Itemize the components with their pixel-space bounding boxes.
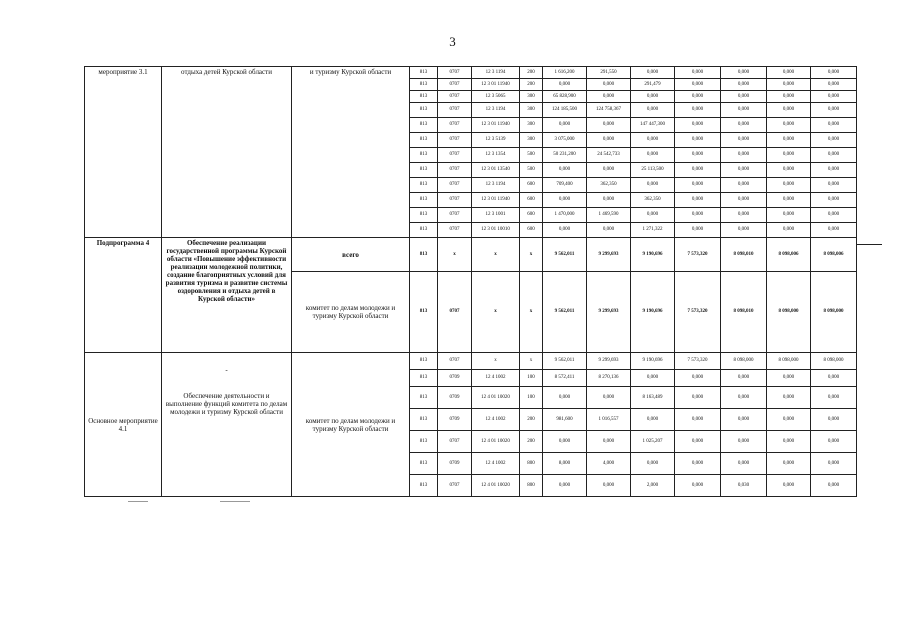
table-cell: 0,000	[631, 409, 675, 431]
table-cell: 0,000	[631, 133, 675, 148]
table-cell: 0,000	[767, 431, 811, 453]
table-cell: 0,000	[721, 431, 767, 453]
table-cell: 12 3 1354	[472, 148, 520, 163]
table-cell: 291,479	[631, 79, 675, 91]
table-cell: 0,000	[543, 79, 587, 91]
table-cell: 0,000	[721, 91, 767, 103]
table-cell: 0,000	[631, 208, 675, 223]
table-cell: 0,000	[675, 431, 721, 453]
table-cell: 0,000	[587, 91, 631, 103]
table-cell: x	[520, 238, 543, 272]
table-cell: 0,000	[543, 118, 587, 133]
table-cell: 8 098,000	[767, 353, 811, 370]
table-cell: 0,000	[675, 91, 721, 103]
table-cell: 981,600	[543, 409, 587, 431]
table-cell: 0,000	[587, 118, 631, 133]
table-cell: 0,000	[721, 387, 767, 409]
table-cell: 813	[410, 409, 438, 431]
table-cell: 813	[410, 353, 438, 370]
table-cell: x	[472, 272, 520, 353]
table-cell: 813	[410, 475, 438, 497]
table-cell: 3 075,000	[543, 133, 587, 148]
table-cell: 9 299,693	[587, 272, 631, 353]
table-cell: 813	[410, 370, 438, 387]
table-cell: 0,000	[811, 193, 857, 208]
table-cell: 0,000	[767, 193, 811, 208]
table-cell: 0,000	[811, 118, 857, 133]
table-cell: 600	[520, 208, 543, 223]
table-cell: 0,000	[675, 79, 721, 91]
table-cell: 0,000	[721, 223, 767, 238]
table-cell: 0,000	[767, 387, 811, 409]
table-cell: 8 098,006	[767, 238, 811, 272]
table-cell: 7 573,320	[675, 238, 721, 272]
table-cell: 0,000	[721, 148, 767, 163]
table-cell: 12 3 5065	[472, 91, 520, 103]
dot-mark: -	[225, 366, 228, 374]
table-cell: 0,000	[811, 79, 857, 91]
table-cell: 0,000	[675, 133, 721, 148]
table-cell: 0,030	[721, 475, 767, 497]
table-cell: 100	[520, 370, 543, 387]
table-cell: 0,000	[811, 103, 857, 118]
table-cell: 0,000	[543, 431, 587, 453]
budget-table	[84, 66, 857, 497]
executor-name: комитет по делам молодежи и туризму Курской области	[292, 272, 410, 353]
table-cell: 12 4 01 10020	[472, 387, 520, 409]
table-cell: 0,000	[675, 103, 721, 118]
table-cell: 9 562,011	[543, 272, 587, 353]
table-cell: 0,000	[767, 370, 811, 387]
margin-line	[856, 244, 882, 245]
table-cell: 12 3 1194	[472, 178, 520, 193]
executor-name: всего	[292, 238, 410, 272]
table-cell: 291,550	[587, 67, 631, 79]
table-cell: 65 828,900	[543, 91, 587, 103]
table-cell: 813	[410, 223, 438, 238]
table-cell: 0,000	[767, 208, 811, 223]
table-cell: 200	[520, 67, 543, 79]
table-cell: 0,000	[675, 475, 721, 497]
table-row	[85, 238, 857, 272]
table-cell: 600	[520, 193, 543, 208]
table-cell: 300	[520, 133, 543, 148]
table-cell: 12 3 01 11940	[472, 118, 520, 133]
table-cell: 50 231,200	[543, 148, 587, 163]
table-cell: 0,000	[811, 148, 857, 163]
table-cell: 0707	[438, 133, 472, 148]
page-number: 3	[449, 34, 456, 49]
table-cell: 0707	[438, 91, 472, 103]
table-cell: 200	[520, 79, 543, 91]
table-cell: 0,000	[543, 475, 587, 497]
table-cell: 0707	[438, 431, 472, 453]
table-cell: 0,000	[767, 163, 811, 178]
table-cell: 0,000	[811, 91, 857, 103]
table-cell: 0,000	[587, 79, 631, 91]
table-cell: 12 4 01 10020	[472, 475, 520, 497]
table-cell: 0707	[438, 79, 472, 91]
table-cell: 0,000	[675, 178, 721, 193]
table-body	[85, 67, 857, 497]
table-cell: 300	[520, 91, 543, 103]
table-cell: 12 4 1002	[472, 370, 520, 387]
table-cell: 813	[410, 238, 438, 272]
table-cell: 12 3 1194	[472, 103, 520, 118]
table-cell: 0,000	[721, 133, 767, 148]
table-cell: x	[520, 272, 543, 353]
table-cell: 8 270,136	[587, 370, 631, 387]
table-cell: 124 185,500	[543, 103, 587, 118]
table-cell: 9 190,696	[631, 272, 675, 353]
table-cell: 0,000	[721, 163, 767, 178]
table-cell: 12 3 1001	[472, 208, 520, 223]
table-cell: 0,000	[721, 208, 767, 223]
table-cell: 0,000	[811, 178, 857, 193]
table-cell: 813	[410, 272, 438, 353]
table-cell: x	[472, 238, 520, 272]
table-cell: 8 098,010	[721, 272, 767, 353]
table-cell: 0,000	[675, 370, 721, 387]
table-cell: 500	[520, 148, 543, 163]
table-cell: 0707	[438, 272, 472, 353]
table-cell: 2,000	[631, 475, 675, 497]
table-cell: 0,000	[675, 387, 721, 409]
table-row	[85, 67, 857, 79]
table-cell: 1 016,557	[587, 409, 631, 431]
table-cell: 813	[410, 178, 438, 193]
table-cell: 0707	[438, 208, 472, 223]
table-cell: 813	[410, 91, 438, 103]
table-cell: 24 542,733	[587, 148, 631, 163]
table-cell: 8 098,000	[767, 272, 811, 353]
table-cell: 0,000	[587, 223, 631, 238]
table-cell: 12 3 01 13540	[472, 163, 520, 178]
table-cell: 12 3 1194	[472, 67, 520, 79]
table-cell: 0,000	[811, 67, 857, 79]
table-cell: 0,000	[767, 453, 811, 475]
table-cell: 8 098,000	[811, 353, 857, 370]
table-cell: 813	[410, 103, 438, 118]
table-cell: 0,000	[811, 431, 857, 453]
table-cell: 9 190,696	[631, 353, 675, 370]
table-cell: 0707	[438, 118, 472, 133]
table-cell: 0,000	[811, 133, 857, 148]
table-cell: 8 098,010	[721, 238, 767, 272]
table-cell: 7 573,320	[675, 353, 721, 370]
table-cell: 12 4 01 10020	[472, 431, 520, 453]
table-cell: 0,000	[767, 223, 811, 238]
table-cell: 0,000	[587, 475, 631, 497]
table-cell: 12 3 01 11940	[472, 193, 520, 208]
table-cell: 0,000	[543, 223, 587, 238]
row-label: мероприятие 3.1	[85, 67, 162, 238]
table-cell: 813	[410, 431, 438, 453]
table-cell: 0707	[438, 223, 472, 238]
table-cell: 800	[520, 453, 543, 475]
table-cell: 0,000	[675, 67, 721, 79]
table-cell: 8 163,489	[631, 387, 675, 409]
table-cell: 0,000	[767, 118, 811, 133]
table-cell: 600	[520, 223, 543, 238]
table-cell: 0,000	[721, 453, 767, 475]
table-cell: 0,000	[721, 118, 767, 133]
table-cell: 0,000	[543, 163, 587, 178]
measure-name: отдыха детей Курской области	[162, 67, 292, 238]
table-cell: 362,350	[631, 193, 675, 208]
table-cell: 1 271,322	[631, 223, 675, 238]
table-cell: 813	[410, 148, 438, 163]
table-cell: 0,000	[631, 178, 675, 193]
table-cell: 1 025,207	[631, 431, 675, 453]
table-cell: 0,000	[631, 67, 675, 79]
table-cell: 200	[520, 409, 543, 431]
table-cell: 813	[410, 208, 438, 223]
table-cell: 8 098,000	[811, 272, 857, 353]
table-cell: 813	[410, 163, 438, 178]
table-cell: 0707	[438, 353, 472, 370]
table-cell: 362,350	[587, 178, 631, 193]
table-cell: 0,000	[767, 103, 811, 118]
table-cell: 0707	[438, 178, 472, 193]
table-cell: 0,000	[767, 91, 811, 103]
table-cell: 0,000	[811, 453, 857, 475]
table-cell: 200	[520, 431, 543, 453]
table-cell: 800	[520, 475, 543, 497]
table-cell: 0707	[438, 67, 472, 79]
table-cell: 8 572,411	[543, 370, 587, 387]
table-cell: 12 4 1002	[472, 409, 520, 431]
table-cell: 0,000	[675, 118, 721, 133]
table-cell: 813	[410, 79, 438, 91]
executor-name: и туризму Курской области	[292, 67, 410, 238]
table-cell: 0,000	[721, 409, 767, 431]
table-cell: 0,000	[675, 163, 721, 178]
table-cell: 0,000	[721, 103, 767, 118]
table-cell: 0,000	[631, 370, 675, 387]
table-cell: 9 562,011	[543, 353, 587, 370]
table-cell: 0,000	[721, 178, 767, 193]
table-cell: 8 098,006	[811, 238, 857, 272]
table-cell: 9 190,696	[631, 238, 675, 272]
subprogram-label: Подпрограмма 4	[85, 238, 162, 353]
table-cell: 0709	[438, 409, 472, 431]
table-cell: 0,000	[631, 91, 675, 103]
table-cell: 0,000	[811, 370, 857, 387]
table-cell: 0,000	[767, 178, 811, 193]
table-cell: 9 299,693	[587, 238, 631, 272]
table-cell: 12 4 1002	[472, 453, 520, 475]
table-cell: 813	[410, 118, 438, 133]
scan-mark	[128, 501, 148, 502]
table-cell: 0,000	[631, 148, 675, 163]
measure-name-cell	[162, 353, 292, 497]
table-cell: 300	[520, 103, 543, 118]
table-cell: 0,000	[721, 370, 767, 387]
table-cell: 0,000	[543, 387, 587, 409]
subprogram-name: Обеспечение реализации государственной программы Курской области «Повышение эффективности реализации молодежной политики, создание благоприятных условий для развития туризма и развитие системы оздоровления и отдыха детей в Курской области»	[162, 238, 292, 353]
table-cell: 813	[410, 193, 438, 208]
table-cell: 813	[410, 453, 438, 475]
table-cell: 600	[520, 178, 543, 193]
table-cell: 25 113,500	[631, 163, 675, 178]
table-cell: 0709	[438, 387, 472, 409]
table-cell: 0,000	[587, 387, 631, 409]
table-cell: 0,000	[631, 453, 675, 475]
table-cell: 0,000	[811, 208, 857, 223]
table-cell: 0,000	[721, 67, 767, 79]
measure-name: Обеспечение деятельности и выполнение функций комитета по делам молодежи и туризму Курской области	[165, 392, 288, 416]
table-cell: 0,000	[675, 223, 721, 238]
table-cell: 0,000	[675, 409, 721, 431]
table-cell: 12 3 5139	[472, 133, 520, 148]
table-cell: 300	[520, 118, 543, 133]
scan-mark	[220, 501, 250, 502]
table-cell: 0,000	[587, 133, 631, 148]
table-cell: x	[438, 238, 472, 272]
table-cell: 147 447,300	[631, 118, 675, 133]
table-cell: 9 562,011	[543, 238, 587, 272]
table-cell: 124 758,367	[587, 103, 631, 118]
table-cell: 0709	[438, 370, 472, 387]
table-cell: 0,000	[767, 67, 811, 79]
table-cell: 0,000	[675, 453, 721, 475]
table-cell: 0,000	[811, 387, 857, 409]
table-cell: 100	[520, 387, 543, 409]
table-cell: 0,000	[811, 223, 857, 238]
table-cell: x	[472, 353, 520, 370]
table-cell: 0707	[438, 103, 472, 118]
executor-name: комитет по делам молодежи и туризму Курской области	[292, 353, 410, 497]
table-cell: 0,000	[767, 133, 811, 148]
table-cell: 1 616,200	[543, 67, 587, 79]
table-row	[85, 353, 857, 370]
table-cell: 0,000	[767, 79, 811, 91]
table-cell: 500	[520, 163, 543, 178]
table-cell: 0,000	[587, 193, 631, 208]
table-cell: 813	[410, 387, 438, 409]
table-cell: 0,000	[811, 409, 857, 431]
table-cell: 813	[410, 67, 438, 79]
table-cell: 0,000	[543, 193, 587, 208]
table-cell: 813	[410, 133, 438, 148]
table-cell: 8 098,000	[721, 353, 767, 370]
table-cell: 0707	[438, 163, 472, 178]
table-cell: 709,400	[543, 178, 587, 193]
table-cell: 0707	[438, 193, 472, 208]
table-cell: 0,000	[587, 163, 631, 178]
table-cell: 0,000	[767, 409, 811, 431]
table-cell: 0,000	[767, 148, 811, 163]
table-cell: 4,000	[587, 453, 631, 475]
table-cell: 0707	[438, 475, 472, 497]
table-cell: 12 3 01 11940	[472, 79, 520, 91]
table-cell: 0,000	[721, 79, 767, 91]
table-cell: 0,000	[767, 475, 811, 497]
table-cell: 7 573,320	[675, 272, 721, 353]
table-cell: 0,000	[675, 193, 721, 208]
table-cell: 0,000	[721, 193, 767, 208]
table-cell: 0707	[438, 148, 472, 163]
table-cell: 0,000	[811, 475, 857, 497]
table-cell: 0,000	[675, 208, 721, 223]
table-cell: 0,000	[587, 431, 631, 453]
table-cell: 0,000	[811, 163, 857, 178]
table-cell: 0,000	[675, 148, 721, 163]
table-cell: 0709	[438, 453, 472, 475]
table-cell: 0,000	[631, 103, 675, 118]
table-cell: 8,000	[543, 453, 587, 475]
table-cell: 1 469,590	[587, 208, 631, 223]
table-cell: x	[520, 353, 543, 370]
table-cell: 9 299,693	[587, 353, 631, 370]
table-cell: 12 3 01 10010	[472, 223, 520, 238]
table-cell: 1 470,000	[543, 208, 587, 223]
row-label: Основное мероприятие 4.1	[85, 353, 162, 497]
